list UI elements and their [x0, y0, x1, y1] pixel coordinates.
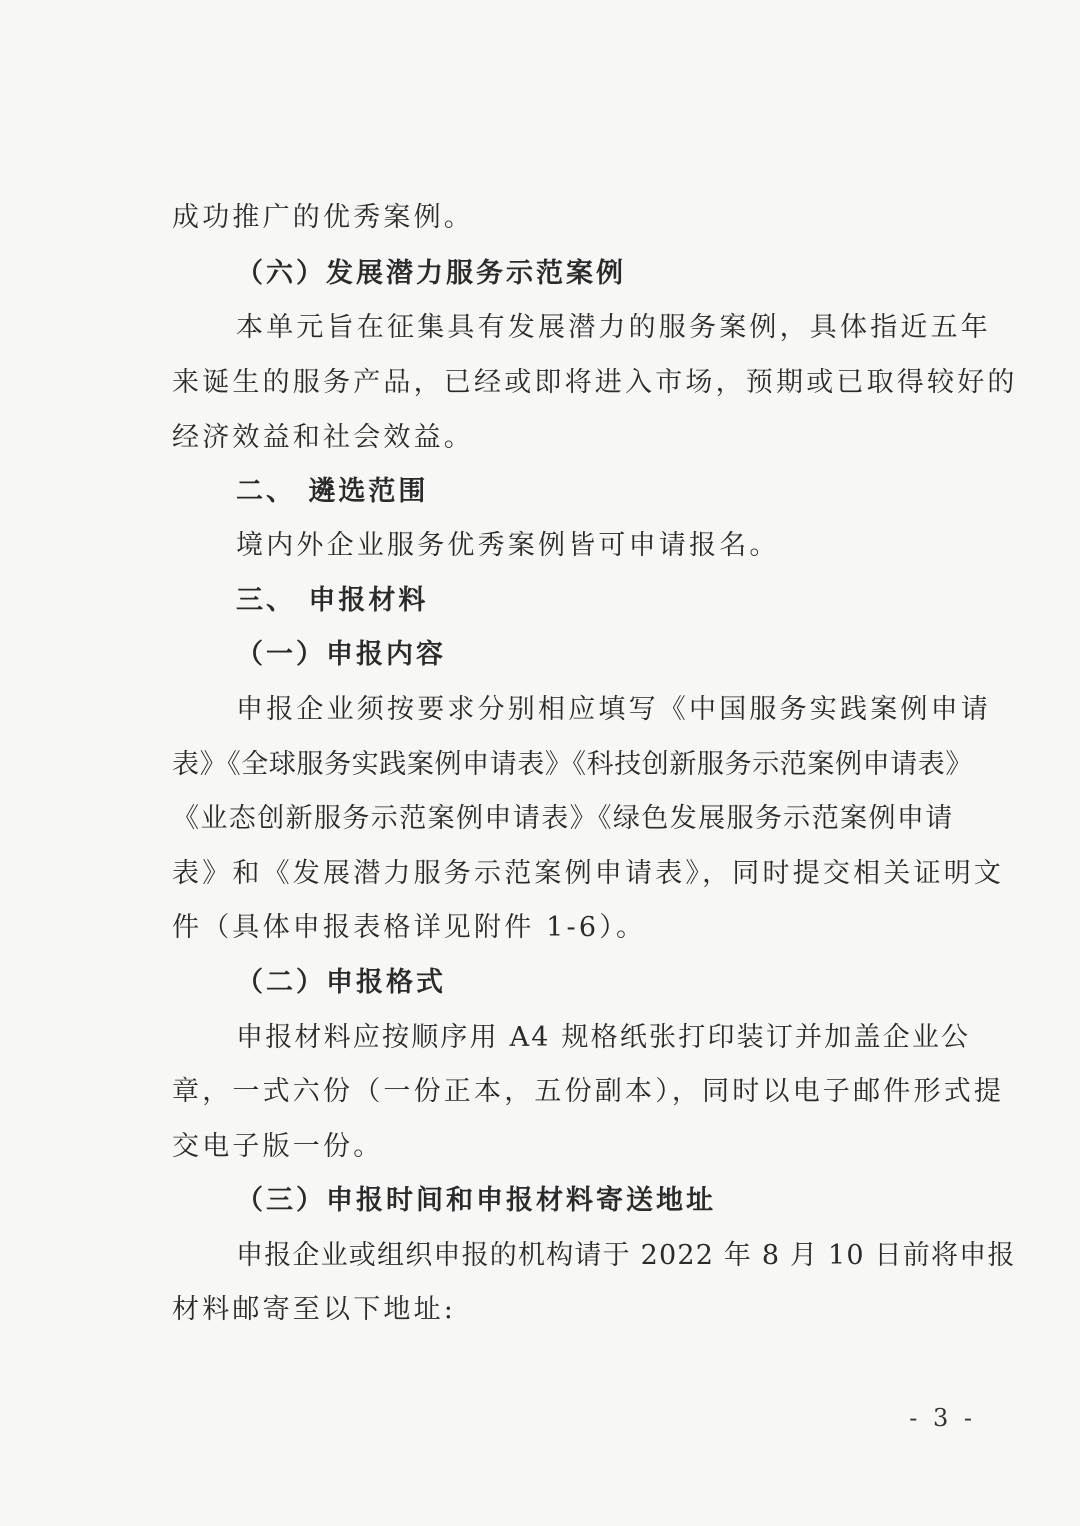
- section-heading: 三、 申报材料: [236, 585, 429, 616]
- paragraph-first-line: 境内外企业服务优秀案例皆可申请报名。: [236, 530, 780, 561]
- paragraph-first-line: 申报材料应按顺序用 A4 规格纸张打印装订并加盖企业公: [236, 1022, 971, 1053]
- body-text-line: 经济效益和社会效益。: [172, 422, 474, 453]
- paragraph-first-line: 本单元旨在征集具有发展潜力的服务案例，具体指近五年: [236, 312, 991, 343]
- section-heading: 二、 遴选范围: [236, 476, 429, 507]
- subsection-heading: （三）申报时间和申报材料寄送地址: [236, 1185, 716, 1216]
- subsection-heading: （二）申报格式: [236, 967, 446, 998]
- body-text-line: 章，一式六份（一份正本，五份副本），同时以电子邮件形式提: [172, 1076, 1005, 1107]
- paragraph-first-line: 申报企业或组织申报的机构请于 2022 年 8 月 10 日前将申报: [236, 1240, 1016, 1271]
- paragraph-first-line: 申报企业须按要求分别相应填写《中国服务实践案例申请: [236, 694, 991, 725]
- body-text-line: 表》和《发展潜力服务示范案例申请表》，同时提交相关证明文: [172, 858, 1005, 889]
- body-text-line: 交电子版一份。: [172, 1131, 384, 1162]
- body-text-line: 成功推广的优秀案例。: [172, 202, 474, 233]
- section-heading: （六）发展潜力服务示范案例: [236, 258, 626, 289]
- body-text-line: 来诞生的服务产品，已经或即将进入市场，预期或已取得较好的: [172, 367, 1018, 398]
- body-text-line: 件（具体申报表格详见附件 1-6）。: [172, 912, 647, 943]
- body-text-line: 材料邮寄至以下地址:: [172, 1294, 457, 1325]
- body-text-line: 《业态创新服务示范案例申请表》《绿色发展服务示范案例申请: [172, 803, 954, 834]
- body-text-line: 表》《全球服务实践案例申请表》《科技创新服务示范案例申请表》: [172, 749, 973, 780]
- page-number: - 3 -: [909, 1404, 976, 1432]
- subsection-heading: （一）申报内容: [236, 639, 446, 670]
